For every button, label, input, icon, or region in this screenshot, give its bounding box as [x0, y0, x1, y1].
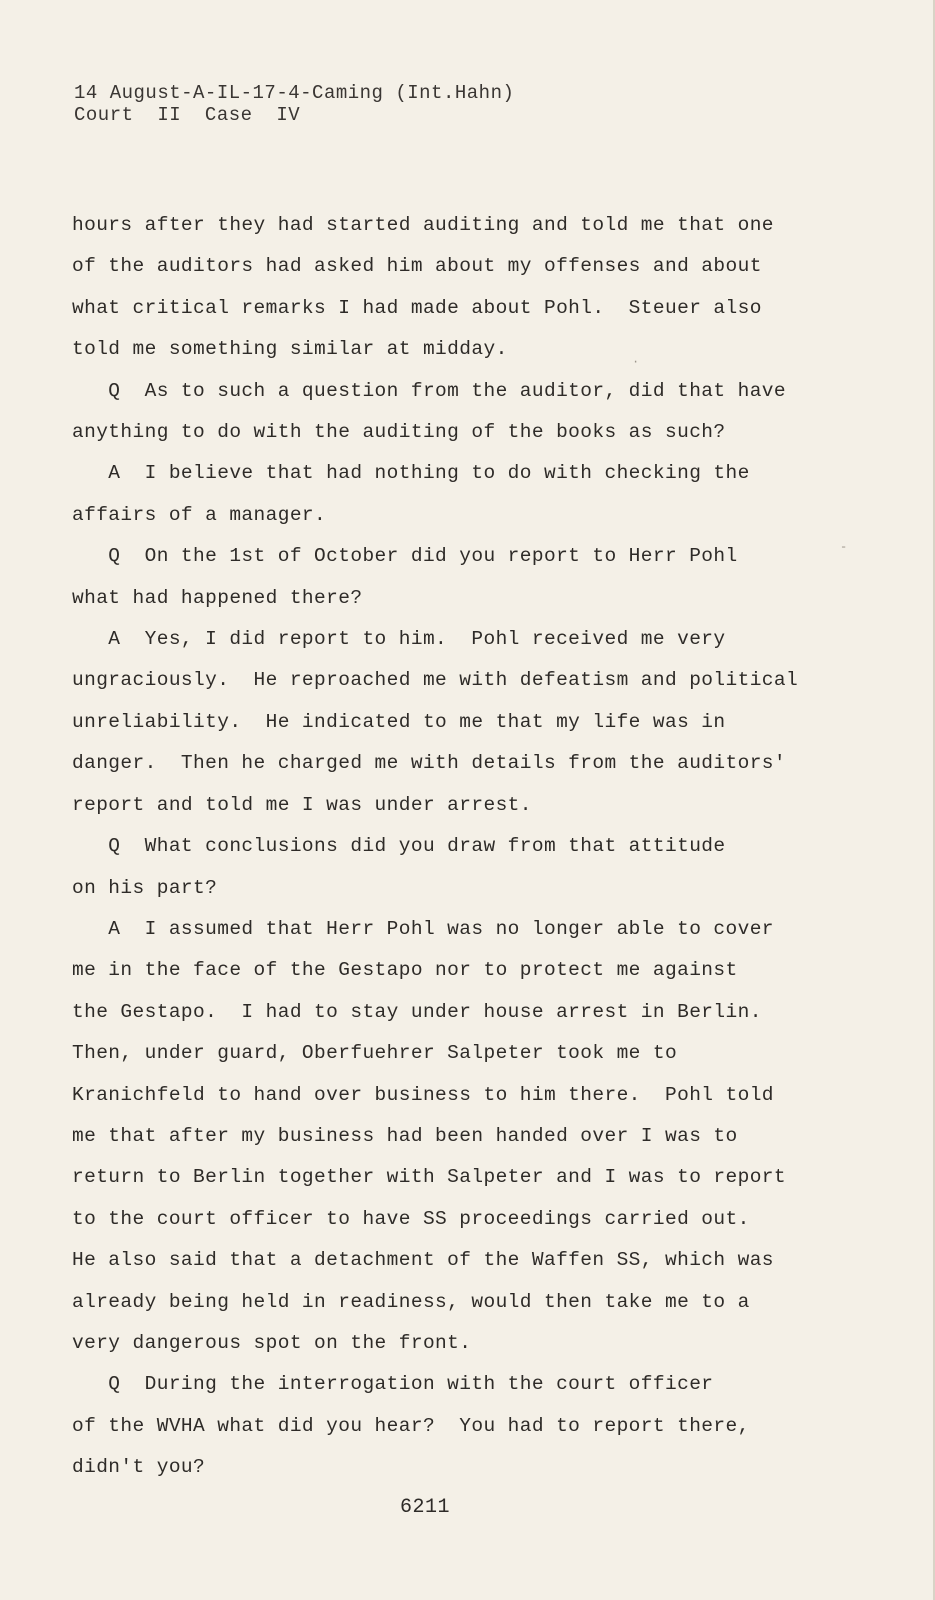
- header-line-1: 14 August-A-IL-17-4-Caming (Int.Hahn): [74, 82, 515, 104]
- text-line: me in the face of the Gestapo nor to protect me against: [72, 959, 738, 982]
- text-line: on his part?: [72, 876, 218, 899]
- page-number: 6211: [400, 1496, 451, 1519]
- answer-line: A Yes, I did report to him. Pohl received me very: [72, 628, 726, 651]
- text-line: return to Berlin together with Salpeter and I was to report: [72, 1166, 787, 1189]
- question-line: Q What conclusions did you draw from that attitude: [72, 835, 726, 858]
- answer-line: A I believe that had nothing to do with checking the: [72, 462, 750, 485]
- answer-line: A I assumed that Herr Pohl was no longer able to cover: [72, 917, 774, 940]
- text-line: report and told me I was under arrest.: [72, 793, 532, 816]
- header-line-2: Court II Case IV: [74, 104, 301, 126]
- document-header: [74, 82, 514, 126]
- text-line: anything to do with the auditing of the books as such?: [72, 421, 726, 444]
- text-line: danger. Then he charged me with details from the auditors': [72, 752, 787, 775]
- text-line: very dangerous spot on the front.: [72, 1331, 472, 1354]
- text-line: He also said that a detachment of the Waffen SS, which was: [72, 1249, 774, 1272]
- text-line: of the auditors had asked him about my offenses and about: [72, 255, 762, 278]
- text-line: ungraciously. He reproached me with defeatism and political: [72, 669, 799, 692]
- question-line: Q On the 1st of October did you report to Herr Pohl: [72, 545, 738, 568]
- paper-speck: ·: [632, 355, 640, 369]
- text-line: didn't you?: [72, 1456, 206, 1479]
- text-line: hours after they had started auditing and told me that one: [72, 214, 774, 236]
- text-line: me that after my business had been handed over I was to: [72, 1124, 738, 1147]
- text-line: Kranichfeld to hand over business to him there. Pohl told: [72, 1083, 774, 1106]
- text-line: to the court officer to have SS proceedings carried out.: [72, 1207, 750, 1230]
- question-line: Q As to such a question from the auditor, did that have: [72, 379, 787, 402]
- transcript-body: [72, 205, 852, 1489]
- text-line: of the WVHA what did you hear? You had to report there,: [72, 1414, 750, 1437]
- question-line: Q During the interrogation with the court officer: [72, 1373, 714, 1396]
- text-line: affairs of a manager.: [72, 503, 327, 526]
- text-line: what critical remarks I had made about Pohl. Steuer also: [72, 296, 762, 319]
- text-line: Then, under guard, Oberfuehrer Salpeter took me to: [72, 1042, 678, 1065]
- text-line: the Gestapo. I had to stay under house arrest in Berlin.: [72, 1000, 762, 1023]
- text-line: what had happened there?: [72, 586, 363, 609]
- text-line: told me something similar at midday.: [72, 338, 508, 361]
- paper-speck: -: [840, 540, 848, 554]
- text-line: already being held in readiness, would then take me to a: [72, 1290, 750, 1313]
- text-line: unreliability. He indicated to me that my life was in: [72, 710, 726, 733]
